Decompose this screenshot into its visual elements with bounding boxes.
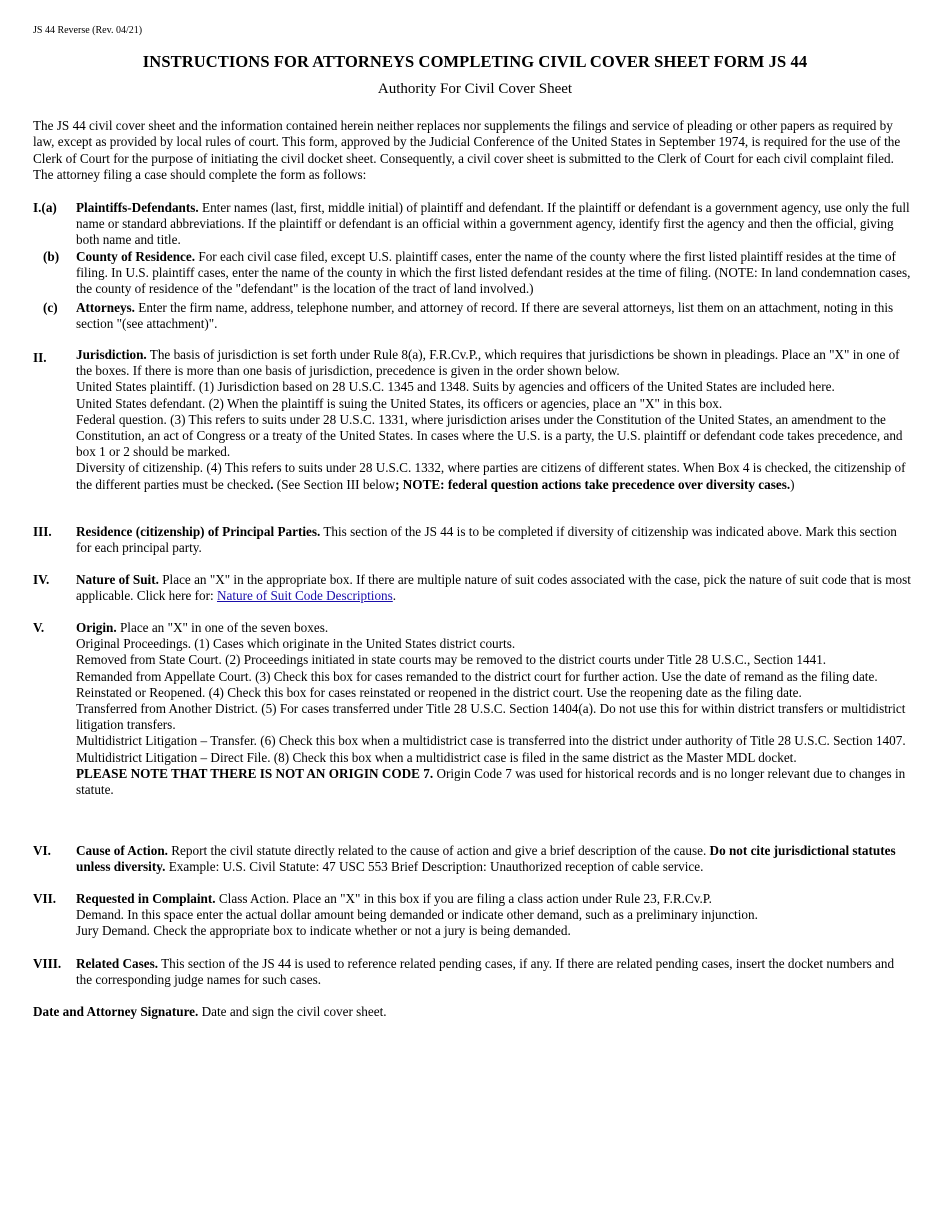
section-signature <box>33 1004 913 1020</box>
section-1a <box>33 200 913 249</box>
section-number: VII. <box>33 891 57 906</box>
section-heading: County of Residence. <box>76 249 196 264</box>
section-number: (b) <box>43 249 60 264</box>
section-number: VIII. <box>33 956 62 971</box>
section-number: I.(a) <box>33 200 57 215</box>
section-text: This section of the JS 44 is to be completed if diversity of citizenship was indicated above. Mark this section for each principal party. <box>76 524 897 556</box>
nature-of-suit-link[interactable]: Nature of Suit Code Descriptions <box>216 588 393 604</box>
section-heading: Requested in Complaint. <box>76 891 216 906</box>
section-body <box>76 249 913 298</box>
section-text: Class Action. Place an "X" in this box if you are filing a class action under Rule 23, F.R.Cv.P. <box>215 891 712 906</box>
origin-reinstated: Reinstated or Reopened. (4) Check this box for cases reinstated or reopened in the district court. Use the reopening date as the filing date. <box>76 684 802 700</box>
section-5 <box>33 620 913 798</box>
intro-paragraph: The JS 44 civil cover sheet and the information contained herein neither replaces nor supplements the filings and service of pleading or other papers as required by law, except as provided by local rules of court. This form, approved by the Judicial Conference of the United States in September 1974, is required for the use of the Clerk of Court for the purpose of initiating the civil docket sheet. Consequently, a civil cover sheet is submitted to the Clerk of Court for each civil complaint filed. The attorney filing a case should complete the form as follows: <box>33 118 901 183</box>
section-number: V. <box>33 620 45 635</box>
section-body: Nature of Suit. Place an "X" in the appropriate box. If there are multiple nature of suit codes associated with the case, pick the nature of suit code that is most applicable. Click here for: Nature of Suit Code Descriptions. <box>76 572 911 604</box>
section-body: Cause of Action. Report the civil statute directly related to the cause of action and give a brief description of the cause. Do not cite jurisdictional statutes unless diversity. Example: U.S. Civil Statute: 47 USC 553 Brief Description: Unauthorized reception of cable service. <box>76 843 896 875</box>
section-body <box>76 200 913 249</box>
section-heading: Cause of Action. <box>76 843 168 858</box>
demand-text: Demand. In this space enter the actual dollar amount being demanded or indicate other demand, such as a preliminary injunction. <box>76 907 758 923</box>
section-text: Date and sign the civil cover sheet. <box>198 1004 387 1019</box>
section-text: Enter the firm name, address, telephone number, and attorney of record. If there are several attorneys, list them on an attachment, noting in this section "(see attachment)". <box>76 300 894 332</box>
jury-demand-text: Jury Demand. Check the appropriate box to indicate whether or not a jury is being demanded. <box>76 923 571 939</box>
section-text: Place an "X" in one of the seven boxes. <box>116 620 329 635</box>
section-text: For each civil case filed, except U.S. plaintiff cases, enter the name of the county where the first listed plaintiff resides at the time of filing. In U.S. plaintiff cases, enter the name of the county in which the first listed defendant resides at the time of filing. (NOTE: In land condemnation cases, the county of residence of the "defendant" is the location of the tract of land involved.) <box>76 249 911 297</box>
jurisdiction-federal-question: Federal question. (3) This refers to suits under 28 U.S.C. 1331, where jurisdiction arises under the Constitution of the United States, an amendment to the Constitution, an act of Congress or a treaty of the United States. In cases where the U.S. is a party, the U.S. plaintiff or defendant code takes precedence, and box 1 or 2 should be marked. <box>76 411 903 460</box>
jurisdiction-us-plaintiff: United States plaintiff. (1) Jurisdiction based on 28 U.S.C. 1345 and 1348. Suits by agencies and officers of the United States are included here. <box>76 379 835 395</box>
section-heading: Related Cases. <box>76 956 159 971</box>
section-heading: Nature of Suit. <box>76 572 159 587</box>
section-text: Enter names (last, first, middle initial) of plaintiff and defendant. If the plaintiff or defendant is a government agency, use only the full name or standard abbreviations. If the plaintiff or defendant is an official within a government agency, identify first the agency and then the official, giving both name and title. <box>76 200 910 248</box>
section-6 <box>33 843 913 875</box>
section-text: Place an "X" in the appropriate box. If there are multiple nature of suit codes associated with the case, pick the nature of suit code that is most applicable. Click here for: <box>76 572 911 604</box>
section-text: The basis of jurisdiction is set forth under Rule 8(a), F.R.Cv.P., which requires that jurisdictions be shown in pleadings. Place an "X" in one of the boxes. If there is more than one basis of jurisdiction, precedence is given in the order shown below. <box>76 347 900 379</box>
section-body <box>76 956 913 988</box>
section-body <box>76 891 913 940</box>
section-heading: Residence (citizenship) of Principal Parties. <box>76 524 321 539</box>
section-text: This section of the JS 44 is used to reference related pending cases, if any. If there are related pending cases, insert the docket numbers and the corresponding judge names for such cases. <box>76 956 895 988</box>
section-number: VI. <box>33 843 51 858</box>
section-number: II. <box>33 350 47 365</box>
jurisdiction-us-defendant: United States defendant. (2) When the plaintiff is suing the United States, its officers or agencies, place an "X" in this box. <box>76 395 723 411</box>
section-1c <box>33 300 913 332</box>
section-heading: Plaintiffs-Defendants. <box>76 200 199 215</box>
section-3 <box>33 524 913 556</box>
section-heading: Origin. <box>76 620 117 635</box>
section-heading: Date and Attorney Signature. <box>33 1004 199 1019</box>
section-heading: Attorneys. <box>76 300 135 315</box>
section-body <box>76 620 913 798</box>
section-number: III. <box>33 524 52 539</box>
origin-removed: Removed from State Court. (2) Proceedings initiated in state courts may be removed to the district courts under Title 28 U.S.C., Section 1441. <box>76 652 827 668</box>
origin-mdl-transfer: Multidistrict Litigation – Transfer. (6) Check this box when a multidistrict case is transferred into the district under authority of Title 28 U.S.C. Section 1407. <box>76 733 906 749</box>
section-body <box>76 300 913 332</box>
section-4 <box>33 572 913 604</box>
origin-mdl-direct: Multidistrict Litigation – Direct File. (8) Check this box when a multidistrict case is filed in the same district as the Master MDL docket. <box>76 749 797 765</box>
section-1b <box>33 249 913 298</box>
jurisdiction-diversity: Diversity of citizenship. (4) This refers to suits under 28 U.S.C. 1332, where parties are citizens of different states. When Box 4 is checked, the citizenship of the different parties must be checked. (See Section III below; NOTE: federal question actions take precedence over diversity cases.) <box>76 460 906 492</box>
section-number: IV. <box>33 572 50 587</box>
page-title: INSTRUCTIONS FOR ATTORNEYS COMPLETING CIVIL COVER SHEET FORM JS 44 <box>142 52 808 71</box>
section-2 <box>33 347 913 493</box>
section-body <box>76 524 913 556</box>
origin-transferred: Transferred from Another District. (5) For cases transferred under Title 28 U.S.C. Section 1404(a). Do not use this for within district transfers or multidistrict litigation transfers. <box>76 701 906 733</box>
page-subtitle: Authority For Civil Cover Sheet <box>377 81 573 97</box>
form-revision: JS 44 Reverse (Rev. 04/21) <box>33 25 143 36</box>
section-heading: Jurisdiction. <box>76 347 147 362</box>
origin-note: PLEASE NOTE THAT THERE IS NOT AN ORIGIN CODE 7. Origin Code 7 was used for historical records and is no longer relevant due to changes in statute. <box>76 765 906 798</box>
section-number: (c) <box>43 300 58 315</box>
section-body <box>76 347 913 493</box>
origin-remanded: Remanded from Appellate Court. (3) Check this box for cases remanded to the district court for further action. Use the date of remand as the filing date. <box>76 668 878 684</box>
section-7 <box>33 891 913 940</box>
section-8 <box>33 956 913 988</box>
origin-original: Original Proceedings. (1) Cases which originate in the United States district courts. <box>76 636 516 652</box>
